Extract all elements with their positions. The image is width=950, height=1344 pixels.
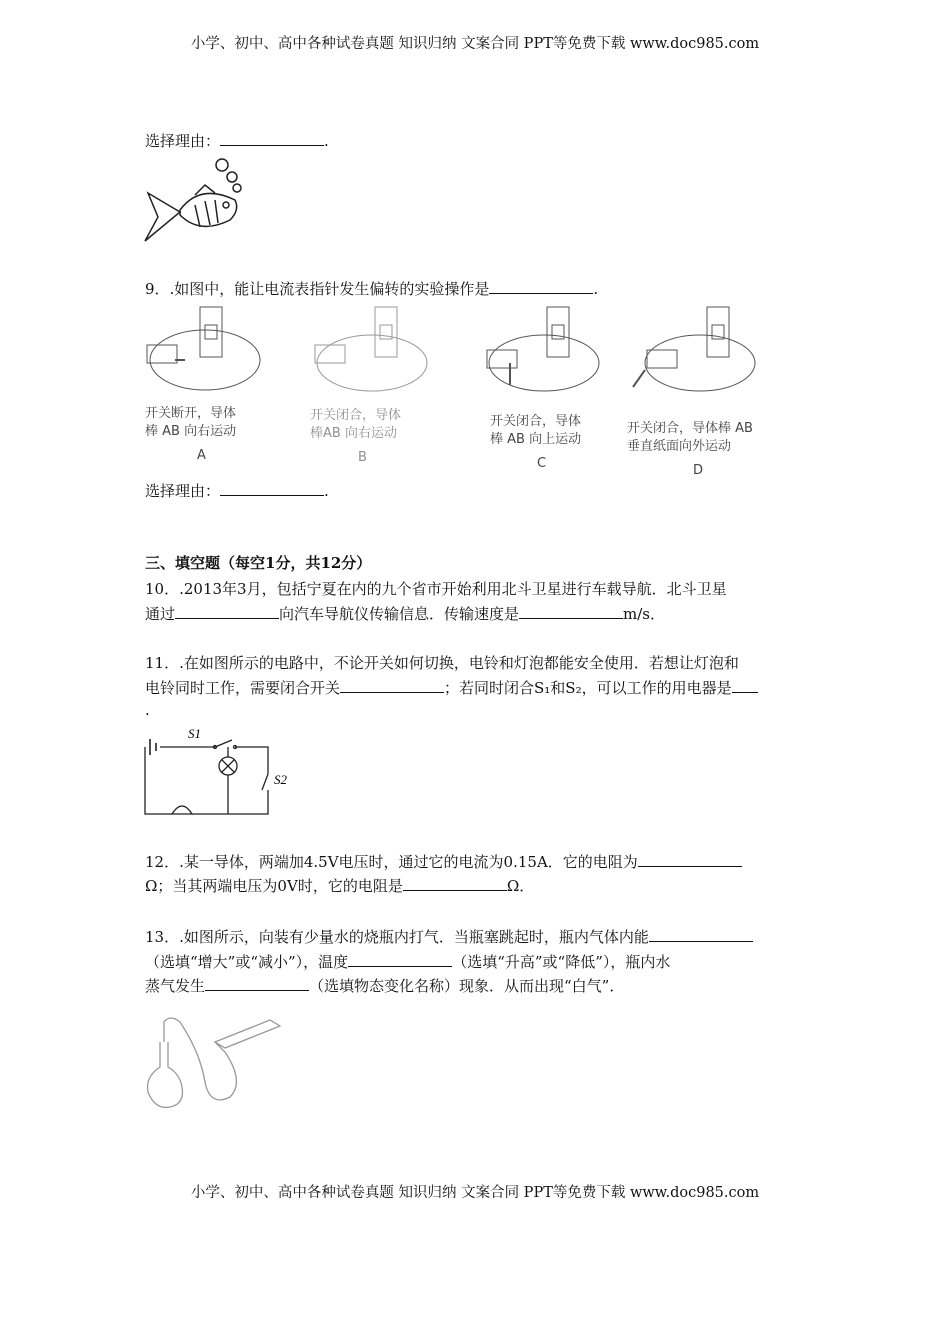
text: 通过 bbox=[145, 605, 176, 623]
answer-blank[interactable] bbox=[649, 927, 753, 942]
question-text: 9．.如图中，能让电流表指针发生偏转的实验操作是 bbox=[145, 280, 490, 298]
text: 13．.如图所示，向装有少量水的烧瓶内打气．当瓶塞跳起时，瓶内气体内能 bbox=[145, 928, 649, 946]
apparatus-image bbox=[145, 305, 295, 400]
q12-line2 bbox=[145, 875, 534, 896]
answer-blank[interactable] bbox=[220, 131, 324, 146]
option-figure-d bbox=[625, 305, 795, 478]
answer-blank[interactable] bbox=[205, 976, 309, 991]
q9-reason bbox=[145, 480, 329, 501]
reason-label: 选择理由： bbox=[145, 132, 221, 150]
q13-line2 bbox=[145, 951, 670, 972]
option-letter: D bbox=[693, 463, 704, 478]
answer-blank[interactable] bbox=[175, 604, 279, 619]
apparatus-image bbox=[625, 305, 775, 400]
answer-blank[interactable] bbox=[638, 852, 742, 867]
reason-label: 选择理由： bbox=[145, 482, 221, 500]
text: 12．.某一导体，两端加4.5V电压时，通过它的电流为0.15A．它的电阻为 bbox=[145, 853, 638, 871]
text: （选填物态变化名称）现象．从而出现“白气”． bbox=[309, 977, 625, 995]
period: . bbox=[324, 132, 329, 150]
answer-blank[interactable] bbox=[348, 952, 452, 967]
option-letter: B bbox=[358, 450, 367, 465]
answer-blank[interactable] bbox=[732, 678, 758, 693]
q13-line1 bbox=[145, 926, 753, 947]
option-caption: 棒 AB 向上运动 bbox=[490, 432, 582, 447]
answer-blank[interactable] bbox=[489, 279, 593, 294]
q8-reason bbox=[145, 130, 329, 151]
answer-blank[interactable] bbox=[519, 604, 623, 619]
option-figure-a bbox=[145, 305, 305, 470]
q9-question bbox=[145, 278, 598, 299]
option-caption: 棒AB 向右运动 bbox=[310, 426, 397, 441]
q12-line1 bbox=[145, 851, 742, 872]
text: （选填“增大”或“减小”），温度 bbox=[145, 953, 349, 971]
text: Ω；当其两端电压为0V时，它的电阻是 bbox=[145, 877, 403, 895]
q10-line1: 10．.2013年3月，包括宁夏在内的九个省市开始利用北斗卫星进行车载导航．北斗卫星 bbox=[145, 580, 727, 598]
text: 向汽车导航仪传输信息．传输速度是 bbox=[279, 605, 520, 623]
option-caption: 开关闭合，导体棒 AB bbox=[627, 421, 753, 436]
period: . bbox=[593, 280, 599, 298]
q13-line3 bbox=[145, 975, 624, 996]
section-heading: 三、填空题（每空1分，共12分） bbox=[145, 554, 372, 572]
option-letter: C bbox=[537, 456, 547, 471]
answer-blank[interactable] bbox=[220, 481, 324, 496]
option-caption: 棒 AB 向右运动 bbox=[145, 424, 237, 439]
text: m/s． bbox=[623, 605, 666, 623]
answer-blank[interactable] bbox=[403, 876, 507, 891]
option-letter: A bbox=[197, 448, 206, 463]
apparatus-image bbox=[310, 305, 460, 400]
text: 蒸气发生 bbox=[145, 977, 206, 995]
q11-line3: . bbox=[145, 701, 150, 719]
option-caption: 开关断开，导体 bbox=[145, 406, 237, 421]
option-caption: 开关闭合，导体 bbox=[310, 408, 402, 423]
text: ；若同时闭合S₁和S₂，可以工作的用电器是 bbox=[444, 679, 732, 697]
q10-line2 bbox=[145, 603, 665, 624]
circuit-diagram bbox=[140, 722, 300, 822]
answer-blank[interactable] bbox=[340, 678, 444, 693]
text: Ω． bbox=[506, 877, 535, 895]
switch-s1-label: S1 bbox=[188, 726, 201, 741]
period: . bbox=[324, 482, 329, 500]
option-caption: 垂直纸面向外运动 bbox=[627, 439, 732, 454]
option-caption: 开关闭合，导体 bbox=[490, 414, 582, 429]
option-figure-c bbox=[482, 305, 642, 475]
text: （选填“升高”或“降低”），瓶内水 bbox=[452, 953, 671, 971]
text: 电铃同时工作，需要闭合开关 bbox=[145, 679, 341, 697]
page-footer: 小学、初中、高中各种试卷真题 知识归纳 文案合同 PPT等免费下载 www.doc985.com bbox=[190, 1185, 760, 1201]
fish-image bbox=[140, 155, 260, 250]
q11-line2 bbox=[145, 677, 758, 698]
page-header: 小学、初中、高中各种试卷真题 知识归纳 文案合同 PPT等免费下载 www.doc985.com bbox=[190, 36, 760, 52]
switch-s2-label: S2 bbox=[274, 772, 287, 787]
flask-pump-image bbox=[140, 1012, 290, 1112]
q11-line1: 11．.在如图所示的电路中，不论开关如何切换，电铃和灯泡都能安全使用．若想让灯泡和 bbox=[145, 654, 739, 672]
option-figure-b bbox=[310, 305, 470, 470]
apparatus-image bbox=[482, 305, 632, 400]
